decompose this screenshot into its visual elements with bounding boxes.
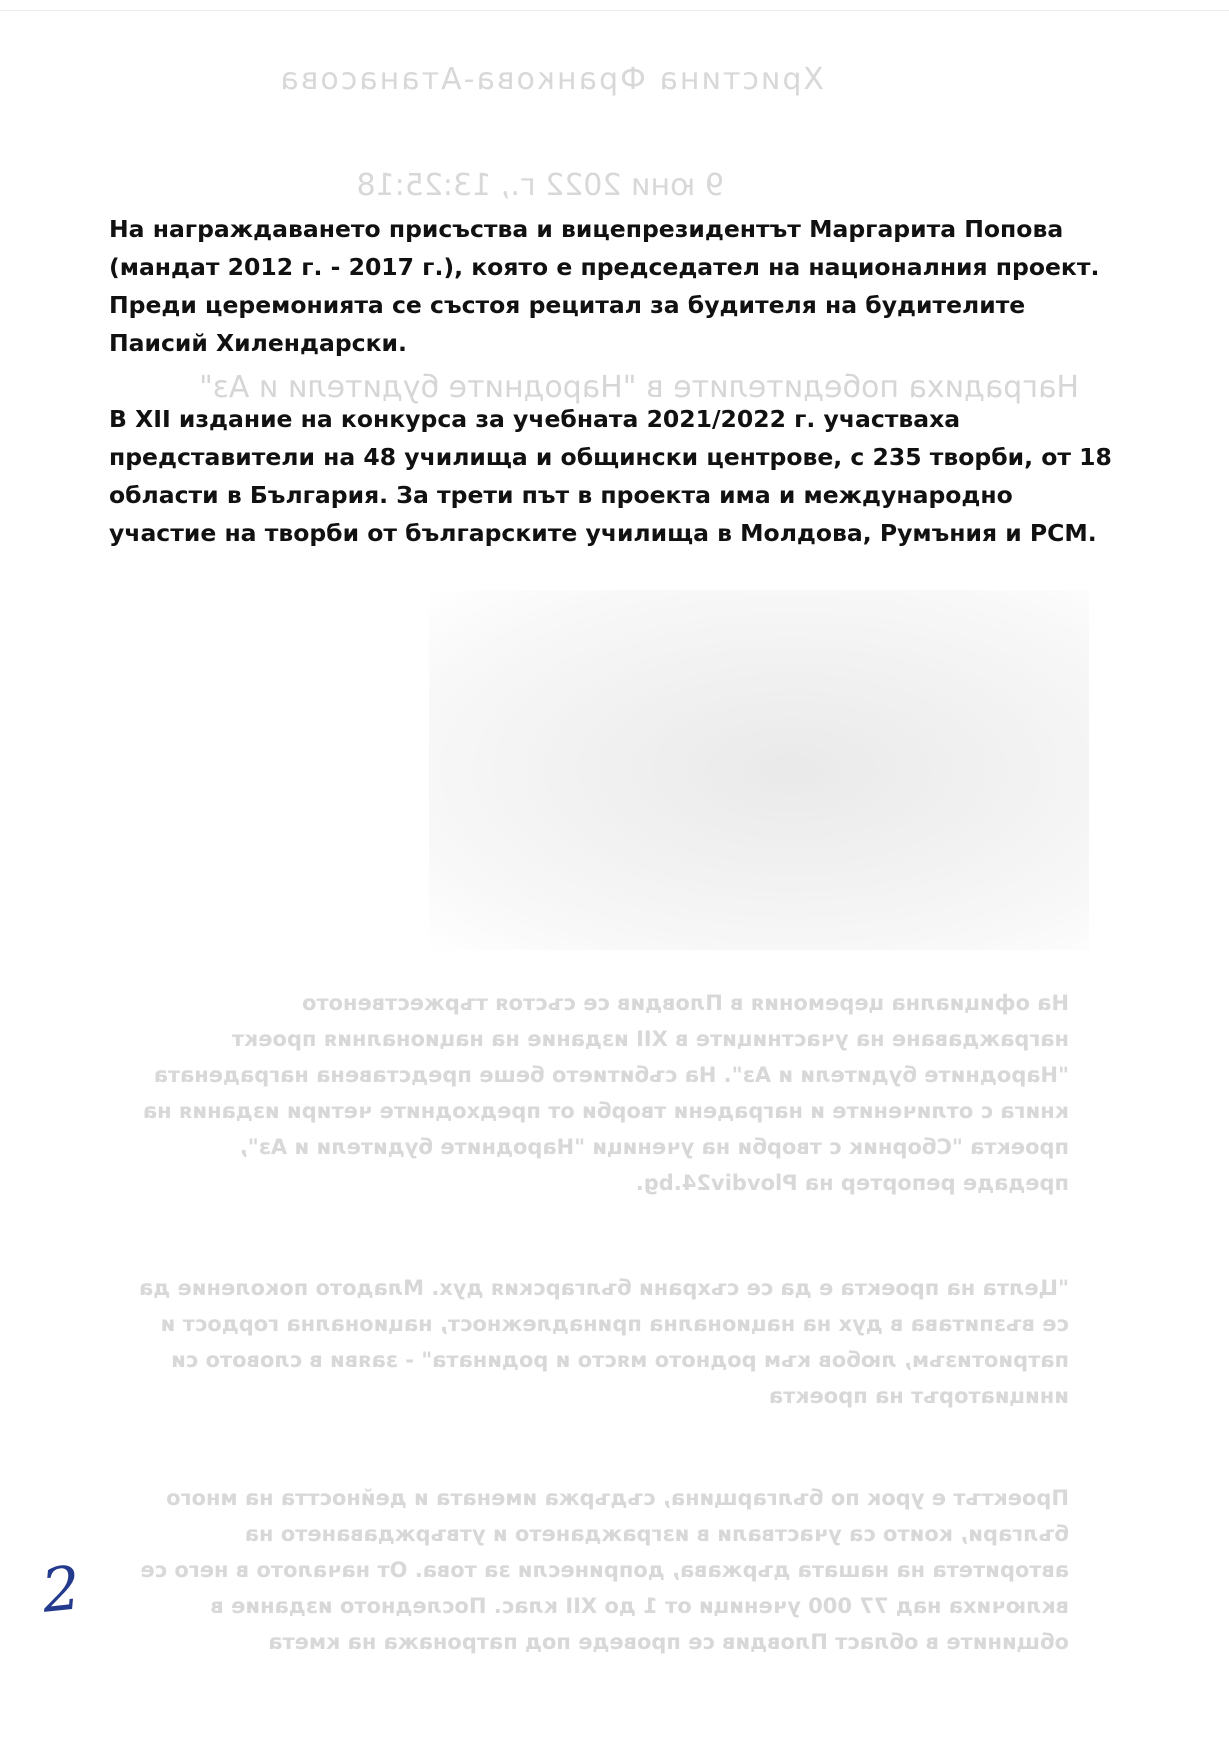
paragraph-participants: В XII издание на конкурса за учебната 2021/2022 г. участваха представители на 48 училища и общински центрове, с 235 творби, от 18 области в България. За трети път в проекта има и международно участие на творби от българските училища в Молдова, Румъния и РСМ. (109, 405, 1112, 547)
bleed-datetime: 9 юни 2022 г., 13:25:18 (356, 168, 724, 203)
bleed-paragraph: "Целта на проекта е да се съхрани българския дух. Младото поколение да се възпитава в дух на национална принадлежност, национална гордост и патриотизъм, любов към родното място и родината" - заяви в словото си инициаторът на проекта (139, 1276, 1069, 1408)
bleed-headline: Наградиха победителите в "Народните будители и Аз" (199, 370, 1079, 405)
bleed-author: Христина Франкова-Атанасова (278, 62, 824, 97)
bleed-paragraph: Проектът е урок по българщина, съдържа имената и дейността на много българи, които са участвали в изграждането и утвърждаването на авторитета на нашата държава, допринесли за това. От началото в него се включиха над 77 000 ученици от 1 до XII клас. Последното издание в общините в област Пловдив се проведе под патронажа на кмета (140, 1486, 1069, 1654)
page-top-edge (0, 0, 1229, 11)
paragraph-ceremony: На награждаването присъства и вицепрезидентът Маргарита Попова (мандат 2012 г. - 2017 г.), която е председател на националния проект. Преди церемонията се състоя рецитал за будителя на будителите Паисий Хилендарски. (109, 215, 1100, 357)
document-body (109, 210, 1119, 552)
bleed-paragraph: На официална церемония в Пловдив се състоя тържественото награждаване на участниците в XII издание на националния проект "Народните будители и Аз". На събитието беше представена наградената книга с отличените и наградени творби от предходните четири издания на проекта "Сборник с творби на ученици "Народните будители и Аз", предаде репортер на Plovdiv24.bg. (142, 991, 1069, 1195)
handwritten-page-number: 2 (38, 1553, 84, 1627)
bleed-photo (429, 590, 1089, 950)
